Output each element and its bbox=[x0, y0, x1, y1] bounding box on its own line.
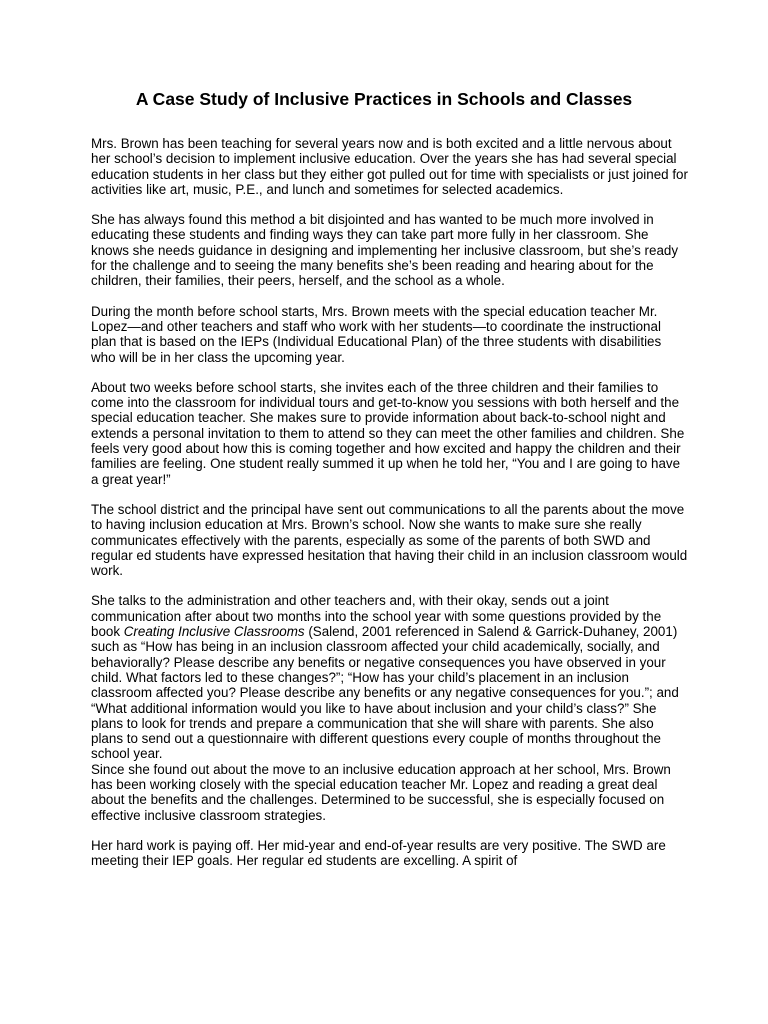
document-body bbox=[91, 136, 689, 883]
document-title: A Case Study of Inclusive Practices in Schools and Classes bbox=[135, 89, 633, 109]
paragraph-disjointed-method: She has always found this method a bit disjointed and has wanted to be much more involved in educating these students and finding ways they can take part more fully in her classroom. She knows she needs guidance in designing and implementing her inclusive classroom, but she’s ready for the challenge and to seeing the many benefits she’s been reading and hearing about for the children, their families, their peers, herself, and the school as a whole. bbox=[91, 212, 679, 289]
paragraph-district-communications: The school district and the principal have sent out communications to all the parents about the move to having inclusion education at Mrs. Brown’s school. Now she wants to make sure she really communicates effectively with the parents, especially as some of the parents of both SWD and regular ed students have expressed hesitation that having their child in an inclusion classroom would work. bbox=[91, 501, 688, 579]
paragraph-month-before: During the month before school starts, Mrs. Brown meets with the special education teacher Mr. Lopez—and other teachers and staff who work with her students—to coordinate the instructional plan that is based on the IEPs (Individual Educational Plan) of the three students with disabilities who will be in her class the upcoming year. bbox=[91, 303, 662, 365]
book-title: Creating Inclusive Classrooms bbox=[123, 624, 305, 640]
paragraph-inclusive-approach: Since she found out about the move to an inclusive education approach at her school, Mrs. Brown has been working closely with the special education teacher Mr. Lopez and reading a great deal about the benefits and the challenges. Determined to be successful, she is especially focused on effective inclusive classroom strategies. bbox=[91, 761, 671, 823]
paragraph-text-segment: She talks to the administration and other teachers and, with their okay, sends out a joint communication after about two months into the school year with some questions provided by the book bbox=[91, 593, 662, 640]
paragraph-joint-communication bbox=[91, 593, 689, 761]
paragraph-text-segment: (Salend, 2001 referenced in Salend & Garrick-Duhaney, 2001) such as “How has being in an inclusion classroom affected your child academically, socially, and behaviorally? Please describe any benefits or negative consequences you have observed in your child. What factors led to these changes?”; “How has your child’s placement in an inclusion classroom affected you? Please describe any benefits or any negative consequences for you.”; and “What additional information would you like to have about inclusion and your child’s class?” She plans to look for trends and prepare a communication that she will share with parents. She also plans to send out a questionnaire with different questions every couple of months throughout the school year. bbox=[91, 624, 679, 762]
paragraph-two-weeks-before: About two weeks before school starts, she invites each of the three children and their families to come into the classroom for individual tours and get-to-know you sessions with both herself and the special education teacher. She makes sure to provide information about back-to-school night and extends a personal invitation to them to attend so they can meet the other families and children. She feels very good about how this is coming together and how excited and happy the children and their families are feeling. One student really summed it up when he told her, “You and I are going to have a great year!” bbox=[91, 379, 685, 487]
paragraph-results: Her hard work is paying off. Her mid-year and end-of-year results are very positive. The SWD are meeting their IEP goals. Her regular ed students are excelling. A spirit of bbox=[91, 837, 666, 869]
paragraph-intro: Mrs. Brown has been teaching for several years now and is both excited and a little nervous about her school’s decision to implement inclusive education. Over the years she has had several special education students in her class but they either got pulled out for time with specialists or just joined for activities like art, music, P.E., and lunch and sometimes for selected academics. bbox=[91, 136, 688, 197]
